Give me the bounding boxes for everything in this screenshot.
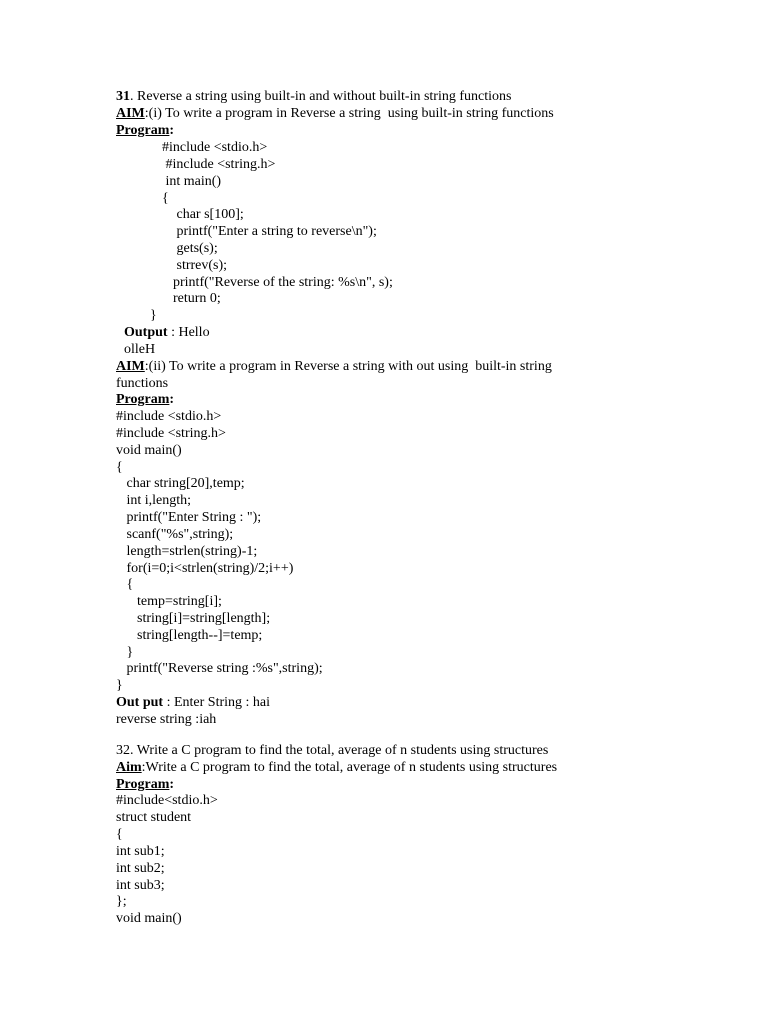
- aim-2: [116, 358, 552, 375]
- program-3-heading: [116, 776, 174, 793]
- code-line: string[i]=string[length];: [116, 611, 271, 626]
- code-line: char string[20],temp;: [116, 476, 245, 491]
- output-text: : Enter String : hai: [163, 695, 271, 710]
- aim-3: [116, 759, 557, 776]
- code-line: temp=string[i];: [116, 594, 222, 609]
- program-colon: :: [169, 123, 175, 138]
- aim-text: :(ii) To write a program in Reverse a string with out using built-in string: [144, 359, 552, 374]
- code-line: struct student: [116, 810, 192, 825]
- code-line: #include <stdio.h>: [116, 409, 222, 424]
- aim-text: :Write a C program to find the total, average of n students using structures: [141, 760, 558, 775]
- aim-2-line-2: functions: [116, 376, 169, 391]
- program-colon: :: [169, 392, 175, 407]
- aim-text: :(i) To write a program in Reverse a string using built-in string functions: [144, 106, 554, 121]
- code-line: void main(): [116, 443, 182, 458]
- section-title: . Reverse a string using built-in and without built-in string functions: [130, 89, 512, 104]
- code-line: int sub3;: [116, 878, 165, 893]
- code-line: #include <stdio.h>: [162, 140, 268, 155]
- program-1-heading: [116, 122, 174, 139]
- output-label: Out put: [116, 695, 164, 710]
- code-line: printf("Reverse string :%s",string);: [116, 661, 323, 676]
- code-line: printf("Reverse of the string: %s\n", s);: [166, 275, 393, 290]
- aim-1: [116, 105, 554, 122]
- code-line: #include<stdio.h>: [116, 793, 218, 808]
- code-line: int sub2;: [116, 861, 165, 876]
- code-line: {: [162, 191, 169, 206]
- output-text: : Hello: [167, 325, 210, 340]
- output-2: [116, 694, 270, 711]
- code-line: #include <string.h>: [162, 157, 276, 172]
- section-31-heading: [116, 88, 511, 105]
- code-line: }: [150, 308, 157, 323]
- code-line: int sub1;: [116, 844, 165, 859]
- aim-label: AIM: [116, 359, 145, 374]
- output-2-line-2: reverse string :iah: [116, 712, 217, 727]
- program-label: Program: [116, 123, 170, 138]
- program-colon: :: [169, 777, 175, 792]
- code-line: char s[100];: [166, 207, 244, 222]
- code-line: {: [116, 460, 123, 475]
- code-line: int i,length;: [116, 493, 192, 508]
- program-2-heading: [116, 391, 174, 408]
- code-line: #include <string.h>: [116, 426, 226, 441]
- code-line: printf("Enter String : ");: [116, 510, 262, 525]
- code-line: printf("Enter a string to reverse\n");: [166, 224, 377, 239]
- code-line: return 0;: [166, 291, 221, 306]
- code-line: length=strlen(string)-1;: [116, 544, 258, 559]
- code-line: string[length--]=temp;: [116, 628, 263, 643]
- code-line: {: [116, 577, 134, 592]
- code-line: }: [116, 678, 123, 693]
- output-1: [124, 324, 210, 341]
- code-line: strrev(s);: [166, 258, 228, 273]
- output-label: Output: [124, 325, 168, 340]
- program-label: Program: [116, 392, 170, 407]
- section-32-heading: 32. Write a C program to find the total, average of n students using structures: [116, 743, 549, 758]
- code-line: scanf("%s",string);: [116, 527, 234, 542]
- code-line: for(i=0;i<strlen(string)/2;i++): [116, 561, 294, 576]
- code-line: gets(s);: [166, 241, 218, 256]
- output-1-line-2: olleH: [124, 342, 156, 357]
- section-number: 31: [116, 89, 130, 104]
- code-line: int main(): [162, 174, 222, 189]
- aim-label: Aim: [116, 760, 142, 775]
- code-line: }: [116, 645, 134, 660]
- code-line: {: [116, 827, 123, 842]
- aim-label: AIM: [116, 106, 145, 121]
- program-label: Program: [116, 777, 170, 792]
- code-line: void main(): [116, 911, 182, 926]
- code-line: };: [116, 894, 127, 909]
